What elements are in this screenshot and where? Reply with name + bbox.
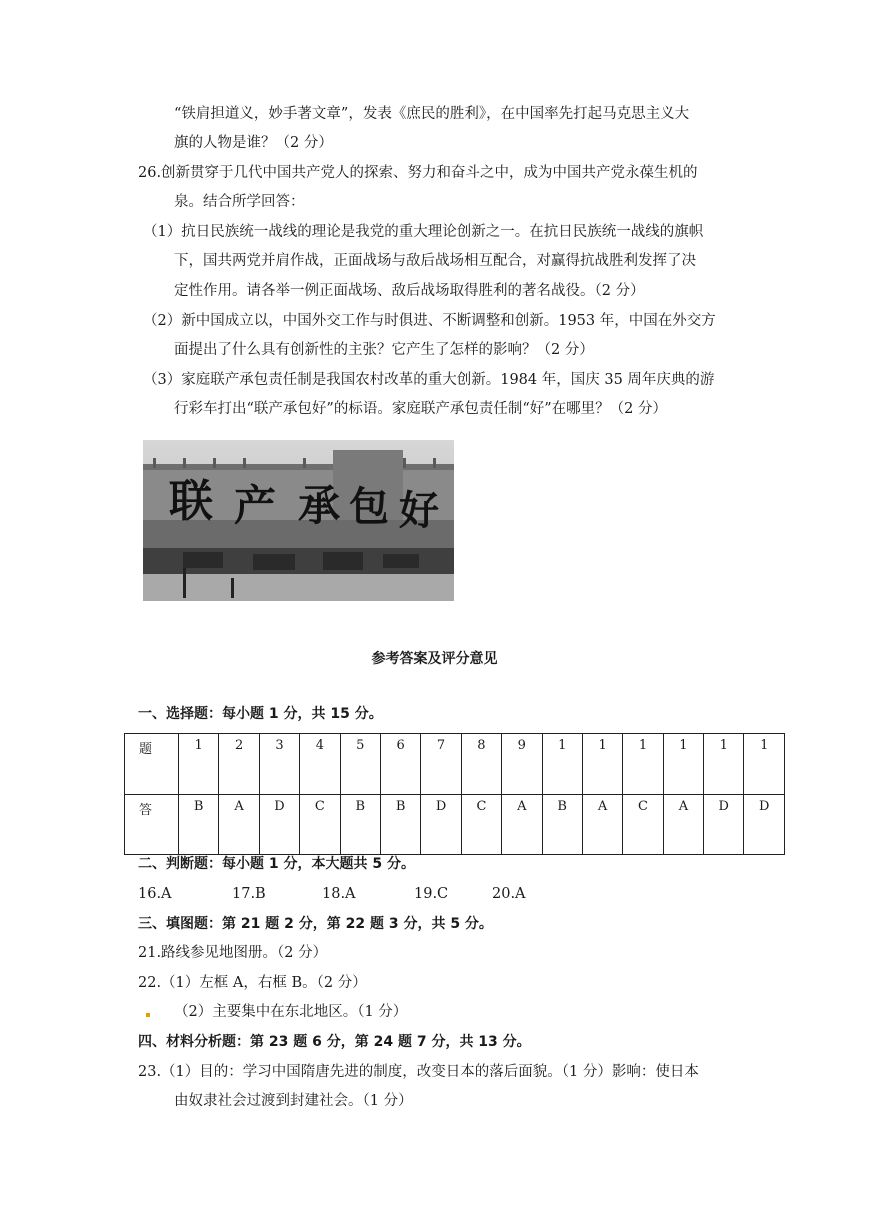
table-cell-number: 1 bbox=[663, 734, 703, 795]
section-3-heading: 三、填图题：第 21 题 2 分，第 22 题 3 分，共 5 分。 bbox=[138, 916, 493, 932]
section-2-heading: 二、判断题：每小题 1 分，本大题共 5 分。 bbox=[138, 856, 415, 872]
section-1-heading: 一、选择题：每小题 1 分，共 15 分。 bbox=[138, 706, 383, 722]
q26-1-line-3: 定性作用。请各举一例正面战场、敌后战场取得胜利的著名战役。（2 分） bbox=[174, 283, 645, 299]
table-cell-number: 4 bbox=[300, 734, 340, 795]
table-cell-answer: B bbox=[542, 795, 582, 855]
table-cell-answer: C bbox=[300, 795, 340, 855]
table-cell-answer: D bbox=[421, 795, 461, 855]
answers-title: 参考答案及评分意见 bbox=[371, 651, 498, 667]
table-row-head: 题 bbox=[125, 734, 179, 795]
q26-2-line-2: 面提出了什么具有创新性的主张？它产生了怎样的影响？（2 分） bbox=[174, 342, 594, 358]
q26-2-line-1: （2）新中国成立以，中国外交工作与时俱进、不断调整和创新。1953 年，中国在外交方 bbox=[143, 313, 716, 329]
answer-23-line-2: 由奴隶社会过渡到封建社会。（1 分） bbox=[174, 1093, 413, 1109]
answer-22-1: 22.（1）左框 A，右框 B。（2 分） bbox=[138, 975, 367, 991]
table-cell-answer: A bbox=[663, 795, 703, 855]
table-cell-number: 1 bbox=[179, 734, 219, 795]
answer-table bbox=[124, 733, 785, 855]
table-cell-answer: A bbox=[582, 795, 622, 855]
answer-22-2: （2）主要集中在东北地区。（1 分） bbox=[174, 1004, 408, 1020]
table-cell-answer: D bbox=[259, 795, 299, 855]
answer-21: 21.路线参见地图册。（2 分） bbox=[138, 945, 328, 961]
table-row-head: 答 bbox=[125, 795, 179, 855]
table-cell-number: 1 bbox=[744, 734, 785, 795]
table-row-numbers bbox=[125, 734, 785, 795]
table-cell-number: 5 bbox=[340, 734, 380, 795]
judge-answer: 20.A bbox=[492, 886, 526, 902]
table-cell-answer: C bbox=[461, 795, 501, 855]
judge-answer: 16.A bbox=[138, 886, 172, 902]
table-cell-answer: A bbox=[219, 795, 259, 855]
q25-line-1: “铁肩担道义，妙手著文章”，发表《庶民的胜利》，在中国率先打起马克思主义大 bbox=[174, 106, 690, 122]
section-4-heading: 四、材料分析题：第 23 题 6 分，第 24 题 7 分，共 13 分。 bbox=[138, 1034, 531, 1050]
q26-1-line-2: 下，国共两党并肩作战，正面战场与敌后战场相互配合，对赢得抗战胜利发挥了决 bbox=[174, 253, 696, 269]
table-cell-number: 1 bbox=[704, 734, 744, 795]
table-cell-number: 1 bbox=[623, 734, 663, 795]
table-cell-answer: B bbox=[380, 795, 420, 855]
photo-char-1: 联 bbox=[169, 476, 213, 527]
table-cell-answer: D bbox=[704, 795, 744, 855]
judge-answer: 17.B bbox=[232, 886, 266, 902]
judge-answer: 19.C bbox=[414, 886, 449, 902]
table-cell-answer: B bbox=[340, 795, 380, 855]
table-cell-number: 7 bbox=[421, 734, 461, 795]
q26-line-1: 26.创新贯穿于几代中国共产党人的探索、努力和奋斗之中，成为中国共产党永葆生机的 bbox=[138, 165, 698, 181]
table-cell-number: 9 bbox=[502, 734, 542, 795]
photo-char-3: 承 bbox=[297, 481, 341, 530]
parade-photo bbox=[143, 440, 454, 601]
photo-char-5: 好 bbox=[399, 488, 439, 534]
q26-line-2: 泉。结合所学回答： bbox=[174, 194, 305, 210]
q25-line-2: 旗的人物是谁？（2 分） bbox=[174, 135, 333, 151]
table-row-answers bbox=[125, 795, 785, 855]
photo-char-4: 包 bbox=[349, 484, 389, 530]
photo-char-2: 产 bbox=[233, 481, 277, 530]
table-cell-number: 3 bbox=[259, 734, 299, 795]
table-cell-answer: B bbox=[179, 795, 219, 855]
table-cell-number: 2 bbox=[219, 734, 259, 795]
table-cell-number: 1 bbox=[582, 734, 622, 795]
table-cell-number: 6 bbox=[380, 734, 420, 795]
table-cell-answer: A bbox=[502, 795, 542, 855]
marker-dot bbox=[146, 1013, 150, 1017]
q26-1-line-1: （1）抗日民族统一战线的理论是我党的重大理论创新之一。在抗日民族统一战线的旗帜 bbox=[143, 224, 704, 240]
q26-3-line-1: （3）家庭联产承包责任制是我国农村改革的重大创新。1984 年，国庆 35 周年庆典的游 bbox=[143, 372, 715, 388]
table-cell-number: 8 bbox=[461, 734, 501, 795]
answer-23-line-1: 23.（1）目的：学习中国隋唐先进的制度，改变日本的落后面貌。（1 分）影响：使日本 bbox=[138, 1064, 699, 1080]
q26-3-line-2: 行彩车打出“联产承包好”的标语。家庭联产承包责任制“好”在哪里？（2 分） bbox=[174, 401, 667, 417]
table-cell-answer: D bbox=[744, 795, 785, 855]
judge-answer: 18.A bbox=[322, 886, 356, 902]
table-cell-number: 1 bbox=[542, 734, 582, 795]
table-cell-answer: C bbox=[623, 795, 663, 855]
